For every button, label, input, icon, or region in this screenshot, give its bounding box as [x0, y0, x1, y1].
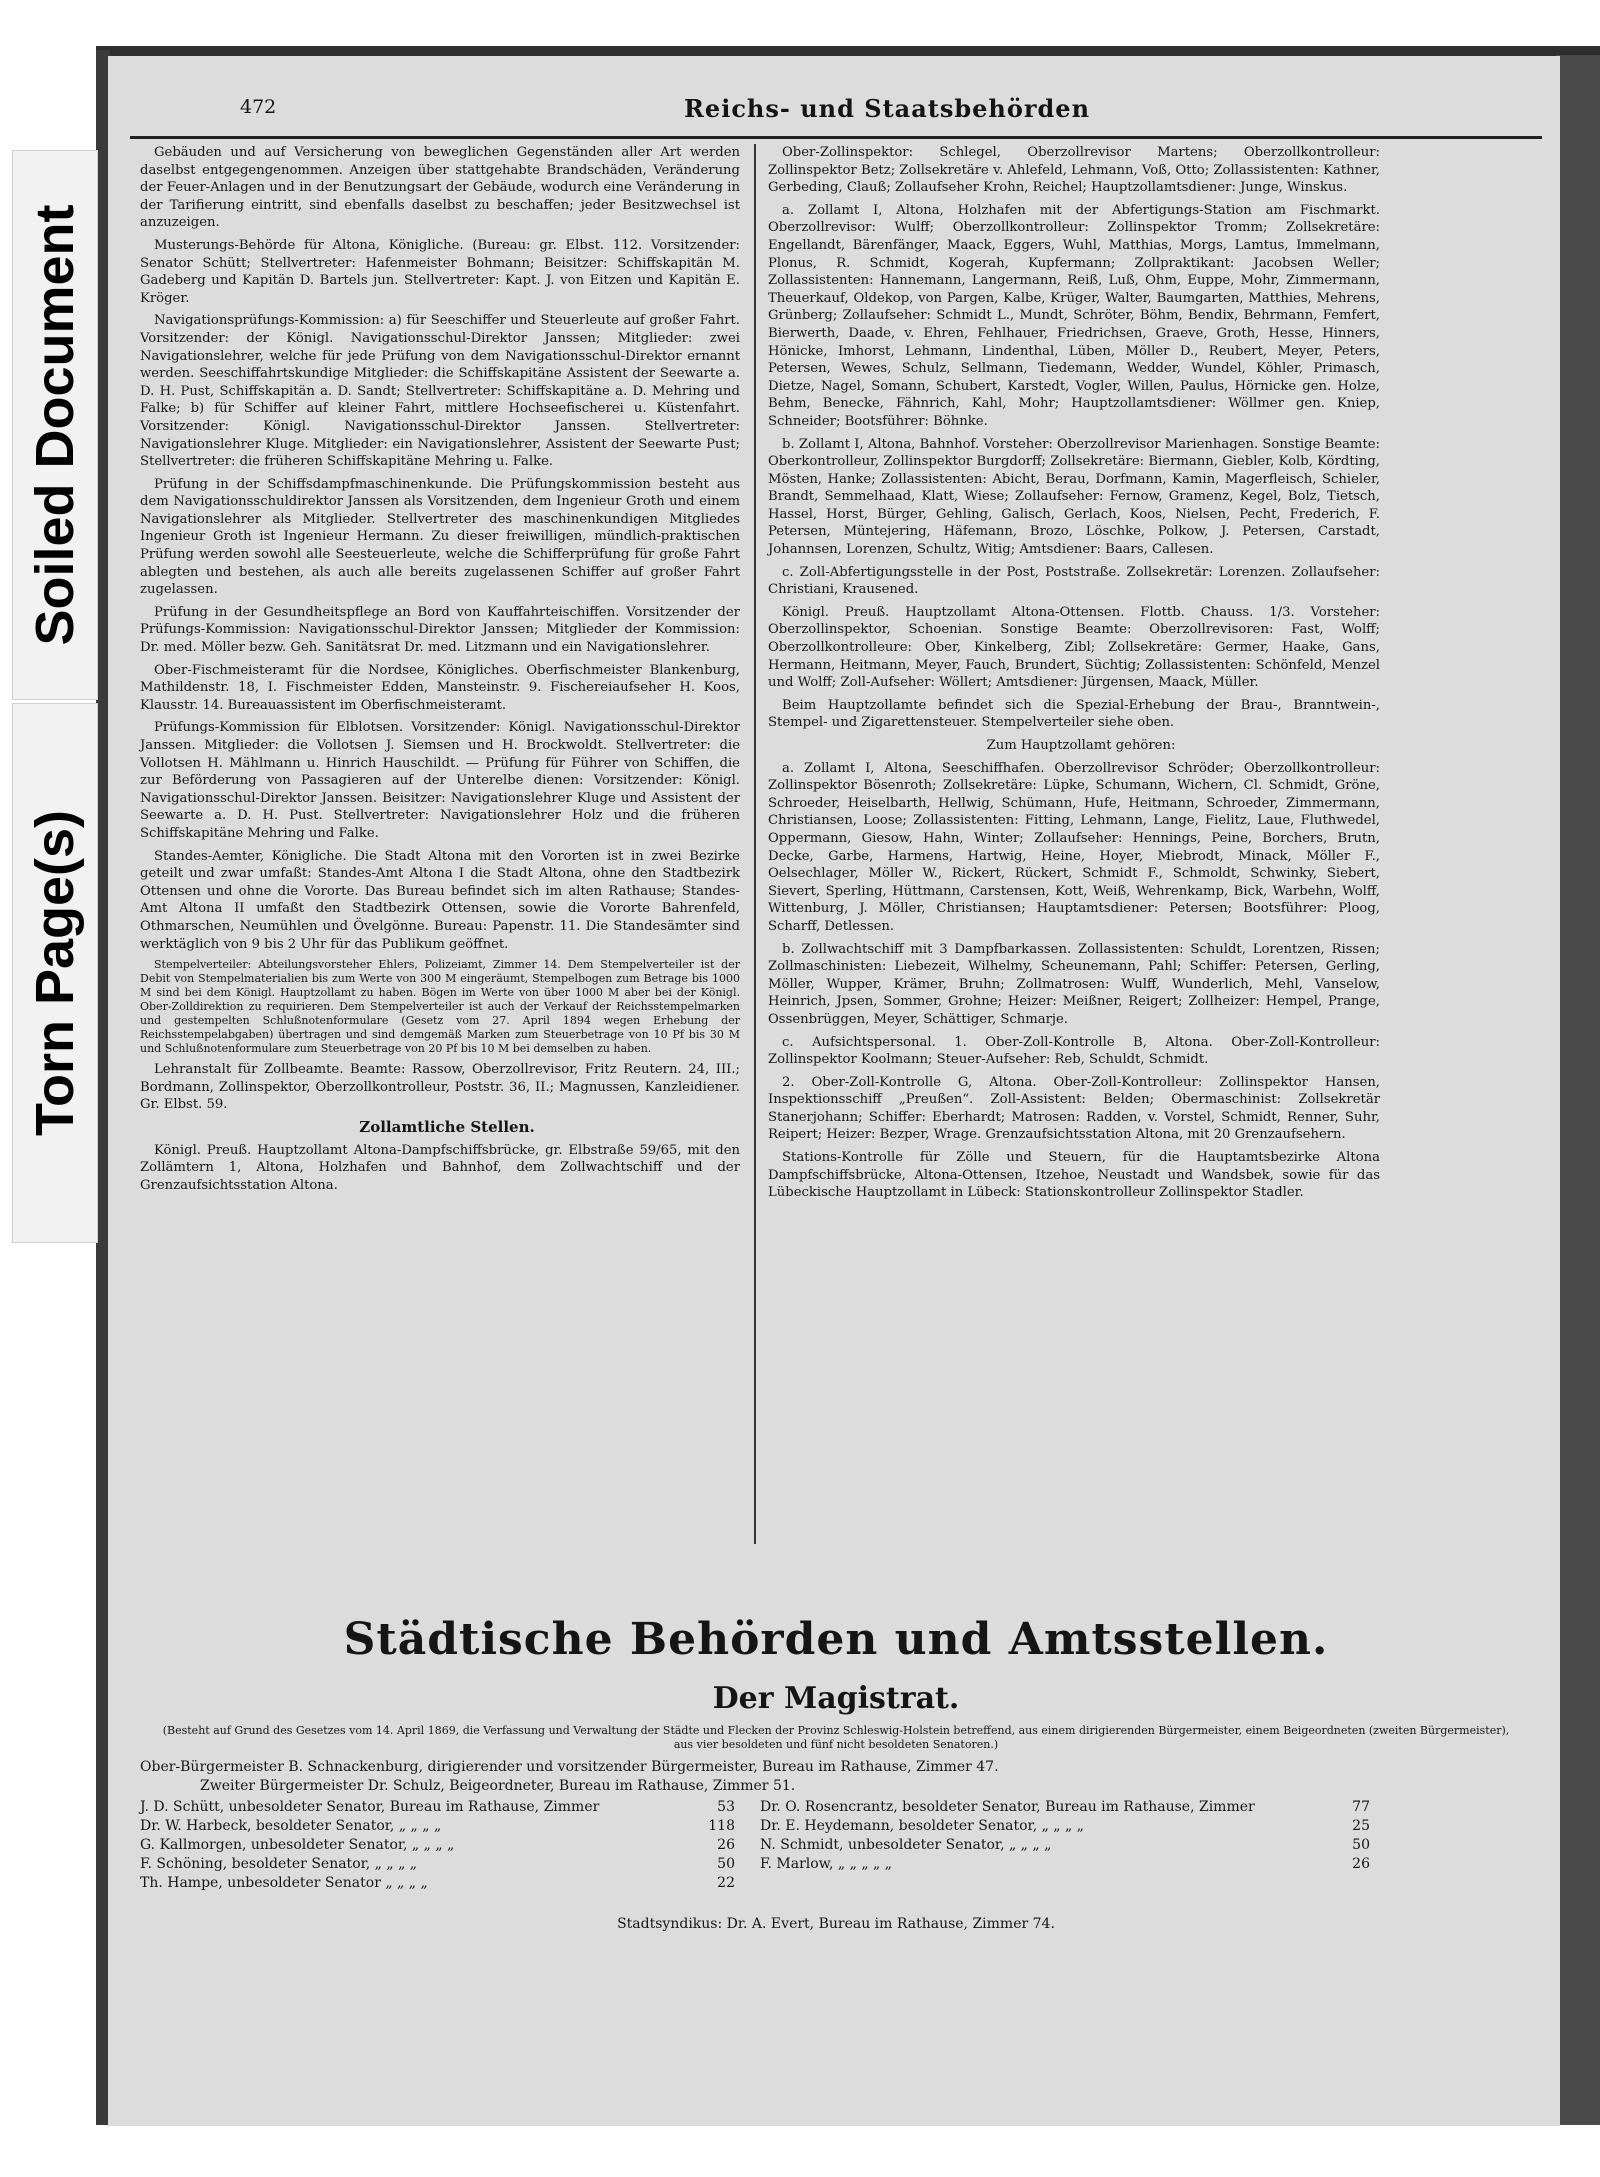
senator-entry: F. Schöning, besoldeter Senator, „ „ „ „ 50: [140, 1856, 735, 1872]
paragraph: Ober-Fischmeisteramt für die Nordsee, Königliches. Oberfischmeister Blankenburg, Mathildenstr. 18, I. Fischmeister Edden, Mansteinstr. 9. Fischereiaufseher H. Koos, Klausstr. 14. Bureauassistent im Oberfischmeisteramt.: [140, 662, 740, 713]
paragraph: Lehranstalt für Zollbeamte. Beamte: Rassow, Oberzollrevisor, Fritz Reutern. 24, III.; Bordmann, Zollinspektor, Oberzollkontrolleur, Poststr. 36, II.; Magnussen, Kanzleidiener. Gr. Elbst. 59.: [140, 1062, 740, 1113]
paragraph: c. Aufsichtspersonal. 1. Ober-Zoll-Kontrolle B, Altona. Ober-Zoll-Kontrolleur: Zollinspektor Koolmann; Steuer-Aufseher: Reb, Schuldt, Schmidt.: [768, 1034, 1380, 1068]
magistrat-heading: Der Magistrat.: [712, 1681, 960, 1716]
senator-entry: F. Marlow, „ „ „ „ „ 26: [760, 1856, 1370, 1872]
paragraph: Königl. Preuß. Hauptzollamt Altona-Dampfschiffsbrücke, gr. Elbstraße 59/65, mit den Zollämtern 1, Altona, Holzhafen und Bahnhof, dem Zollwachtschiff und der Grenzaufsichtsstation Altona.: [140, 1142, 740, 1193]
paragraph: Zum Hauptzollamt gehören:: [986, 738, 1176, 753]
paragraph: Stempelverteiler: Abteilungsvorsteher Ehlers, Polizeiamt, Zimmer 14. Dem Stempelverteiler ist der Debit von Stempelmaterialien bis zum Werte von 300 M eingeräumt, Stempelbogen zum Betrage bis 1000 M sind bei dem Königl. Hauptzollamt zu haben. Bögen im Werte von über 1000 M aber bei der Königl. Ober-Zolldirektion zu requirieren. Dem Stempelverteiler ist auch der Verkauf der Reichsstempelmarken und gestempelten Schlußnotenformulare (Gesetz vom 27. April 1894 wegen Erhebung der Reichsstempelabgaben) übertragen und sind demgemäß Marken zum Steuerbetrage von 10 Pf bis 30 M und Schlußnotenformulare zum Steuerbetrage von 20 Pf bis 10 M bei demselben zu haben.: [140, 958, 740, 1056]
soiled-document-label: Soiled Document: [12, 150, 98, 700]
paragraph: Prüfungs-Kommission für Elblotsen. Vorsitzender: Königl. Navigationsschul-Direktor Janssen. Mitglieder: die Vollotsen J. Siemsen und H. Brockwoldt. Stellvertreter: die Vollotsen H. Mählmann u. Hinrich Hauschildt. — Prüfung für Führer von Schiffen, die zur Beförderung von Passagieren auf der Unterelbe dienen: Vorsitzender: Königl. Navigationsschul-Direktor Janssen. Beisitzer: Navigationslehrer Kluge und Assistent der Seewarte a. D. H. Pust. Stellvertreter: Navigationslehrer Holz und die früheren Schiffskapitäne Mehring und Falke.: [140, 720, 740, 841]
senator-entry: G. Kallmorgen, unbesoldeter Senator, „ „ „ „ 26: [140, 1837, 735, 1853]
paragraph: Königl. Preuß. Hauptzollamt Altona-Ottensen. Flottb. Chauss. 1/3. Vorsteher: Oberzollinspektor, Schoenian. Sonstige Beamte: Oberzollrevisoren: Fast, Wolff; Oberzollkontrolleure: Ober, Kinkelberg, Zibl; Zollsekretäre: Germer, Haake, Gans, Hermann, Heitmann, Meyer, Fauch, Brundert, Süchtig; Zollassistenten: Schönfeld, Menzel und Wolff; Zoll-Aufseher: Wöllert; Amtsdiener: Jürgensen, Maack, Müller.: [768, 604, 1380, 691]
paragraph: Prüfung in der Gesundheitspflege an Bord von Kauffahrteischiffen. Vorsitzender der Prüfungs-Kommission: Navigationsschul-Direktor Janssen; Mitglieder der Kommission: Dr. med. Möller bezw. Geh. Sanitätsrat Dr. med. Litzmann und ein Navigationslehrer.: [140, 604, 740, 656]
scan-edge-right: [1556, 55, 1600, 2125]
section-heading: Zollamtliche Stellen.: [359, 1117, 535, 1136]
paragraph: Prüfung in der Schiffsdampfmaschinenkunde. Die Prüfungskommission besteht aus dem Navigationsschuldirektor Janssen als Vorsitzenden, dem Ingenieur Groth und einem Navigationslehrer als Mitglieder. Stellvertreter des maschinenkundigen Mitgliedes Ingenieur Groth ist Ingenieur Hermann. Zu dieser freiwilligen, mündlich-praktischen Prüfung werden sowohl alle Seesteuerleute, welche die Schifferprüfung für große Fahrt ablegten und bestehen, als auch alle bereits zugelassenen Schiffer auf großer Fahrt zugelassen.: [140, 476, 740, 598]
magistrat-note: (Besteht auf Grund des Gesetzes vom 14. April 1869, die Verfassung und Verwaltung der Städte und Flecken der Provinz Schleswig-Holstein betreffend, aus einem dirigierenden Bürgermeister, einem Beigeordneten (zweiten Bürgermeister), aus vier besoldeten und fünf nicht besoldeten Senatoren.): [162, 1724, 1510, 1751]
paragraph: Stations-Kontrolle für Zölle und Steuern, für die Hauptamtsbezirke Altona Dampfschiffsbrücke, Altona-Ottensen, Itzehoe, Neustadt und Wandsbek, sowie für das Lübeckische Hauptzollamt in Lübeck: Stationskontrolleur Zollinspektor Stadler.: [768, 1150, 1380, 1201]
paragraph: a. Zollamt I, Altona, Holzhafen mit der Abfertigungs-Station am Fischmarkt. Oberzollrevisor: Wulff; Oberzollkontrolleur: Zollinspektor Tromm; Zollsekretäre: Engellandt, Bärenfänger, Maack, Eggers, Wuhl, Matthias, Morgs, Lamtus, Immelmann, Plonus, R. Schmidt, Kogerah, Kupfermann; Zollpraktikant: Jacobsen Weller; Zollassistenten: Hannemann, Langermann, Reiß, Luß, Ohm, Euppe, Mohr, Zimmermann, Theuerkauf, Oldekop, von Pargen, Kalbe, Krüger, Walter, Baumgarten, Matthies, Mehrens, Grünberg; Zollaufseher: Schmidt L., Mundt, Schröter, Böhm, Bendix, Behrmann, Femfert, Bierwerth, Daade, v. Ehren, Fehlhauer, Friedrichsen, Graeve, Groth, Hesse, Hinners, Hönicke, Imhorst, Lehmann, Lindenthal, Lüben, Möller D., Reubert, Meyer, Peters, Petersen, Wewes, Schulz, Sellmann, Tiedemann, Wedder, Wundel, Köhler, Primasch, Dietze, Nagel, Somann, Schubert, Karstedt, Vogler, Willen, Paulus, Hörnicke gen. Holze, Behm, Benecke, Fähnrich, Kahl, Mohr; Hauptzollamtsdiener: Wöllmer gen. Kniep, Schneider; Bootsführer: Böhnke.: [768, 202, 1380, 429]
column-divider: [754, 144, 756, 1544]
senator-entry: Th. Hampe, unbesoldeter Senator „ „ „ „ 22: [140, 1875, 735, 1891]
header-rule: [130, 136, 1542, 139]
senators-left: [140, 1798, 735, 1893]
document-page: [108, 56, 1560, 2126]
senator-entry: Dr. O. Rosencrantz, besoldeter Senator, Bureau im Rathause, Zimmer 77: [760, 1799, 1370, 1815]
senator-entry: Dr. W. Harbeck, besoldeter Senator, „ „ „ „ 118: [140, 1818, 735, 1834]
left-column: [140, 144, 740, 1199]
city-authorities-title: Städtische Behörden und Amtsstellen.: [343, 1614, 1329, 1665]
stadtsyndikus-line: Stadtsyndikus: Dr. A. Evert, Bureau im Rathause, Zimmer 74.: [617, 1916, 1055, 1932]
page-header: [240, 90, 1534, 130]
paragraph: a. Zollamt I, Altona, Seeschiffhafen. Oberzollrevisor Schröder; Oberzollkontrolleur: Zollinspektor Bösenroth; Zollsekretäre: Lüpke, Schumann, Wichern, Cl. Schmidt, Gröne, Schroeder, Heiselbarth, Hellwig, Schümann, Hufe, Heitmann, Schroeder, Zimmermann, Christiansen, Loose; Zollassistenten: Fitting, Lehmann, Lange, Fielitz, Laue, Fluthwedel, Oppermann, Giesow, Hahn, Winter; Zollaufseher: Hennings, Peine, Borchers, Brutn, Decke, Garbe, Harmens, Hartwig, Heine, Hoyer, Miebrodt, Minack, Möller F., Oelsechlager, Möller W., Rickert, Rückert, Schmidt F., Schmoldt, Schwinky, Siebert, Sievert, Sperling, Hüttmann, Carstensen, Kott, Weiß, Wehrenkamp, Bick, Warbehn, Wolff, Wittenburg, J. Möller, Christiansen; Hauptamtsdiener: Petersen; Bootsführer: Ploog, Scharff, Detlessen.: [768, 760, 1380, 934]
paragraph: c. Zoll-Abfertigungsstelle in der Post, Poststraße. Zollsekretär: Lorenzen. Zollaufseher: Christiani, Krausened.: [768, 564, 1380, 598]
paragraph: 2. Ober-Zoll-Kontrolle G, Altona. Ober-Zoll-Kontrolleur: Zollinspektor Hansen, Inspektionsschiff „Preußen“. Zoll-Assistent: Belden; Obermaschinist: Zollsekretär Stanerjohann; Schiffer: Eberhardt; Matrosen: Radden, v. Vorstel, Schmidt, Renner, Suhr, Reipert; Heizer: Bezper, Wrage. Grenzaufsichtsstation Altona, mit 20 Grenzaufsehern.: [768, 1074, 1380, 1143]
paragraph: Navigationsprüfungs-Kommission: a) für Seeschiffer und Steuerleute auf großer Fahrt. Vorsitzender: der Königl. Navigationsschul-Direktor Janssen; Mitglieder: zwei Navigationslehrer, welche für jede Prüfung von dem Navigationsschul-Direktor ernannt werden. Seeschiffahrtskundige Mitglieder: die Schiffskapitäne Assistent der Seewarte a. D. H. Pust, Schiffskapitän a. D. Sandt; Stellvertreter: Schiffskapitäne a. D. Mehring und Falke; b) für Schiffer auf kleiner Fahrt, mittlere Hochseefischerei u. Küstenfahrt. Vorsitzender: Königl. Navigationsschul-Direktor Janssen. Stellvertreter: Navigationslehrer Kluge. Mitglieder: ein Navigationslehrer, Assistent der Seewarte Pust; Stellvertreter: die früheren Schiffskapitäne Mehring u. Falke.: [140, 313, 740, 470]
right-column: [768, 144, 1380, 1207]
paragraph: Gebäuden und auf Versicherung von beweglichen Gegenständen aller Art werden daselbst entgegengenommen. Anzeigen über stattgehabte Brandschäden, Veränderung der Feuer-Anlagen und in der Benutzungsart der Gebäude, wodurch eine Veränderung in der Tarifierung eintritt, sind ebenfalls daselbst zu beschaffen; jeder Besitzwechsel ist anzuzeigen.: [140, 145, 740, 231]
paragraph: b. Zollwachtschiff mit 3 Dampfbarkassen. Zollassistenten: Schuldt, Lorentzen, Rissen; Zollmaschinisten: Liebezeit, Wilhelmy, Scheunemann, Pahl; Schiffer: Petersen, Gerling, Möller, Wupper, Krämer, Bruhn; Zollmatrosen: Wulff, Wunderlich, Mehl, Vanselow, Heinrich, Jpsen, Sommer, Grohne; Heizer: Meißner, Reigert; Zollheizer: Hempel, Prange, Ossenbrüggen, Meyer, Schättiger, Schmarje.: [768, 941, 1380, 1027]
paragraph: Musterungs-Behörde für Altona, Königliche. (Bureau: gr. Elbst. 112. Vorsitzender: Senator Schütt; Stellvertreter: Hafenmeister Bohmann; Beisitzer: Schiffskapitän M. Gadeberg und Kapitän D. Bartels jun. Stellvertreter: Kapt. J. von Eitzen und Kapitän E. Kröger.: [140, 237, 740, 306]
page-title: Reichs- und Staatsbehörden: [683, 94, 1091, 123]
senators-list: [130, 1798, 1542, 1908]
torn-pages-label: Torn Page(s): [12, 703, 98, 1243]
magistrat-section: [130, 1614, 1542, 1932]
paragraph: b. Zollamt I, Altona, Bahnhof. Vorsteher: Oberzollrevisor Marienhagen. Sonstige Beamte: Oberkontrolleur, Zollinspektor Burgdorff; Zollsekretäre: Biermann, Giebler, Kolb, Kördting, Mösten, Hanke; Zollassistenten: Abicht, Berau, Dorfmann, Kamin, Magerfleisch, Schieler, Brandt, Semmelhaad, Klatt, Wiese; Zollaufseher: Fernow, Gramenz, Kegel, Bolz, Tietsch, Hassel, Horst, Bürger, Gehling, Galisch, Gerlach, Koos, Nielsen, Pecht, Frederich, F. Petersen, Müntejering, Häfemann, Brozo, Löschke, Polkow, J. Petersen, Carstadt, Johannsen, Lorenzen, Schultz, Witig; Amtsdiener: Baars, Callesen.: [768, 436, 1380, 558]
page-number: 472: [240, 96, 277, 118]
senators-right: [760, 1798, 1370, 1874]
senator-entry: N. Schmidt, unbesoldeter Senator, „ „ „ „ 50: [760, 1837, 1370, 1853]
senator-entry: J. D. Schütt, unbesoldeter Senator, Bureau im Rathause, Zimmer 53: [140, 1799, 735, 1815]
paragraph: Standes-Aemter, Königliche. Die Stadt Altona mit den Vororten ist in zwei Bezirke geteilt und zwar umfaßt: Standes-Amt Altona I die Stadt Altona, ohne den Stadtbezirk Ottensen und ohne die Vororte. Das Bureau befindet sich im alten Rathause; Standes-Amt Altona II umfaßt den Stadtbezirk Ottensen, sowie die Vororte Bahrenfeld, Othmarschen, Neumühlen und Övelgönne. Bureau: Papenstr. 11. Die Standesämter sind werktäglich von 9 bis 2 Uhr für das Publikum geöffnet.: [140, 848, 740, 952]
zweiter-buergermeister-line: Zweiter Bürgermeister Dr. Schulz, Beigeordneter, Bureau im Rathause, Zimmer 51.: [200, 1778, 796, 1794]
paragraph: Beim Hauptzollamte befindet sich die Spezial-Erhebung der Brau-, Branntwein-, Stempel- und Zigarettensteuer. Stempelverteiler siehe oben.: [768, 697, 1380, 731]
paragraph: Ober-Zollinspektor: Schlegel, Oberzollrevisor Martens; Oberzollkontrolleur: Zollinspektor Betz; Zollsekretäre v. Ahlefeld, Lehmann, Voß, Otto; Zollassistenten: Kathner, Gerbeding, Clauß; Zollaufseher Krohn, Reichel; Hauptzollamtsdiener: Junge, Winskus.: [768, 145, 1380, 196]
senator-entry: Dr. E. Heydemann, besoldeter Senator, „ „ „ „ 25: [760, 1818, 1370, 1834]
ober-buergermeister-line: Ober-Bürgermeister B. Schnackenburg, dirigierender und vorsitzender Bürgermeister, Bureau im Rathause, Zimmer 47.: [140, 1759, 999, 1775]
